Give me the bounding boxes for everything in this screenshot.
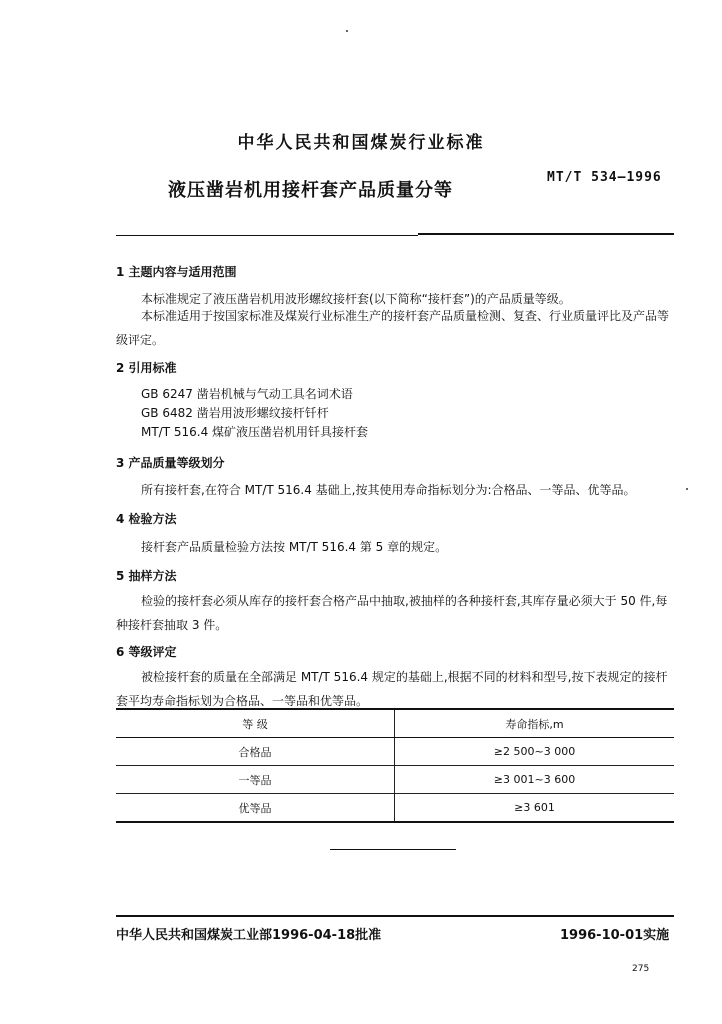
- section-5-para: 检验的接杆套必须从库存的接杆套合格产品中抽取,被抽样的各种接杆套,其库存量必须大于 50 件,每种接杆套抽取 3 件。: [116, 594, 668, 632]
- table-row: [116, 794, 674, 823]
- section-2-heading: 2 引用标准: [116, 361, 177, 375]
- scan-speck: [686, 488, 688, 490]
- section-3-heading: 3 产品质量等级划分: [116, 456, 225, 470]
- grade-cell: 一等品: [116, 766, 395, 794]
- reference-item: GB 6482 凿岩用波形螺纹接杆钎杆: [141, 406, 329, 420]
- standard-code: MT/T 534—1996: [547, 170, 662, 185]
- section-1-para-2: 本标准适用于按国家标准及煤炭行业标准生产的接杆套产品质量检测、复查、行业质量评比及产品等级评定。: [116, 309, 670, 347]
- end-rule: [330, 849, 456, 850]
- section-1-heading: 1 主题内容与适用范围: [116, 265, 237, 279]
- column-header-grade: 等 级: [116, 709, 395, 738]
- life-cell: ≥2 500~3 000: [395, 738, 675, 766]
- page-number: 275: [632, 964, 650, 974]
- header-rule-thick: [418, 233, 674, 235]
- section-3-para: 所有接杆套,在符合 MT/T 516.4 基础上,按其使用寿命指标划分为:合格品、一等品、优等品。: [141, 483, 636, 497]
- section-1-para-1: 本标准规定了液压凿岩机用波形螺纹接杆套(以下简称“接杆套”)的产品质量等级。: [141, 292, 571, 306]
- table-row: [116, 738, 674, 766]
- approval-line: 中华人民共和国煤炭工业部1996-04-18批准: [116, 928, 382, 943]
- grade-table: [116, 708, 674, 823]
- section-6-para: 被检接杆套的质量在全部满足 MT/T 516.4 规定的基础上,根据不同的材料和型号,按下表规定的接杆套平均寿命指标划为合格品、一等品和优等品。: [116, 670, 668, 708]
- scan-speck: [346, 30, 348, 32]
- header-rule-thin: [116, 235, 418, 236]
- footer-rule: [116, 915, 674, 917]
- grade-cell: 优等品: [116, 794, 395, 823]
- table-row: [116, 766, 674, 794]
- doc-title: 液压凿岩机用接杆套产品质量分等: [168, 180, 453, 201]
- table-header-row: [116, 709, 674, 738]
- grade-cell: 合格品: [116, 738, 395, 766]
- section-4-heading: 4 检验方法: [116, 512, 177, 526]
- org-title: 中华人民共和国煤炭行业标准: [237, 133, 485, 153]
- section-5-heading: 5 抽样方法: [116, 569, 177, 583]
- column-header-life: 寿命指标,m: [395, 709, 675, 738]
- section-4-para: 接杆套产品质量检验方法按 MT/T 516.4 第 5 章的规定。: [141, 540, 448, 554]
- section-6-heading: 6 等级评定: [116, 645, 177, 659]
- effective-date: 1996-10-01实施: [560, 928, 670, 943]
- life-cell: ≥3 601: [395, 794, 675, 823]
- reference-item: GB 6247 凿岩机械与气动工具名词术语: [141, 387, 353, 401]
- reference-item: MT/T 516.4 煤矿液压凿岩机用钎具接杆套: [141, 425, 369, 439]
- life-cell: ≥3 001~3 600: [395, 766, 675, 794]
